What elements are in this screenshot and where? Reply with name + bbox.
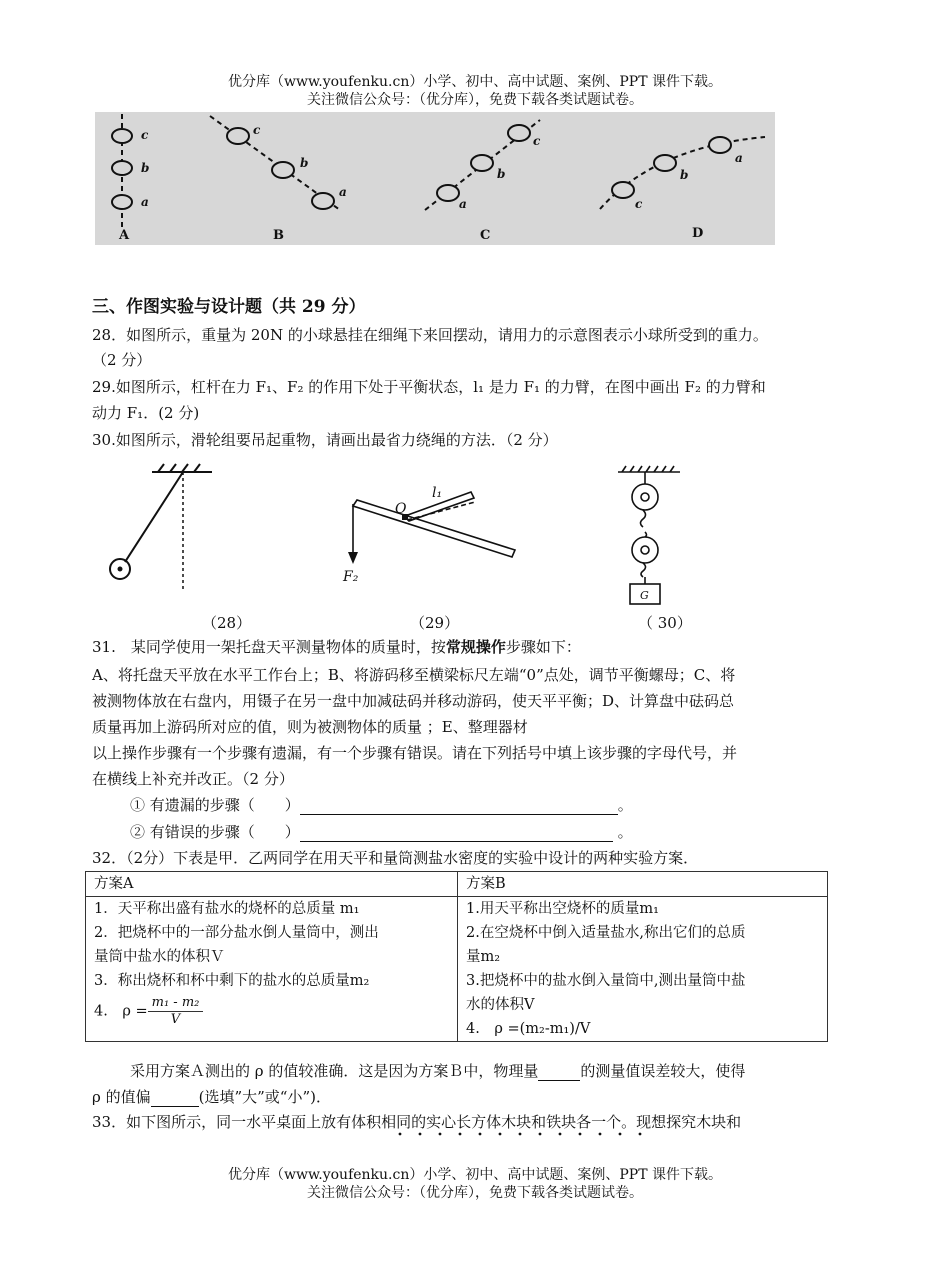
- density-formula: $\frac{\text{m₁ - m₂}}{V}$: [148, 995, 204, 1028]
- option-b-ball-c-label: c: [253, 123, 261, 137]
- answer-blank-4[interactable]: [151, 1090, 199, 1107]
- option-d-ball-b: [654, 155, 676, 171]
- option-a-ball-a: [112, 195, 132, 209]
- option-d-ball-c-label: c: [635, 197, 643, 211]
- option-b-ball-a-label: a: [339, 185, 347, 199]
- movable-pulley: [632, 537, 658, 563]
- weight-label: G: [640, 589, 649, 602]
- caption-28: （28）: [202, 614, 252, 632]
- option-d-ball-a: [709, 137, 731, 153]
- plan-b-header: 方案B: [458, 872, 828, 897]
- q32-after2: ρ 的值偏 (选填”大”或“小”)．: [92, 1088, 331, 1106]
- option-b-ball-b: [272, 162, 294, 178]
- option-d-ball-a-label: a: [735, 151, 743, 165]
- section-title: 三、作图实验与设计题（共 29 分）: [92, 297, 366, 317]
- answer-blank-1[interactable]: [300, 796, 618, 815]
- option-a-ball-a-label: a: [141, 195, 149, 209]
- lever-label-l1: l₁: [432, 485, 443, 501]
- q29-line2: 动力 F₁．(2 分): [92, 404, 200, 422]
- option-a-ball-c-label: c: [141, 128, 149, 142]
- options-figure: [95, 112, 775, 245]
- option-c-ball-a-label: a: [459, 197, 467, 211]
- option-c-ball-a: [437, 185, 459, 201]
- f2-arrowhead: [348, 552, 358, 564]
- option-label-b: B: [273, 228, 284, 243]
- q31-line5: 在横线上补充并改正。（2 分）: [92, 770, 294, 788]
- option-c-ball-c-label: c: [533, 134, 541, 148]
- answer-blank-3[interactable]: [538, 1064, 580, 1081]
- option-label-a: A: [119, 228, 130, 243]
- q31-line1: A、将托盘天平放在水平工作台上；B、将游码移至横梁标尺左端“0”点处，调节平衡螺母；C、将: [92, 666, 736, 684]
- plan-table: [85, 871, 828, 1042]
- q31-line3: 质量再加上游码所对应的值，则为被测物体的质量 ；E、整理器材: [92, 718, 528, 736]
- option-d-ball-b-label: b: [680, 168, 689, 182]
- option-b-ball-c: [227, 128, 249, 144]
- q32-after1: 采用方案Ａ测出的 ρ 的值较准确．这是因为方案Ｂ中，物理量 的测量值误差较大，使得: [130, 1062, 746, 1080]
- plan-a-header: 方案A: [86, 872, 458, 897]
- q30-line1: 30.如图所示，滑轮组要吊起重物，请画出最省力绕绳的方法．（2 分）: [92, 431, 558, 449]
- option-c-ball-b-label: b: [497, 167, 506, 181]
- option-a-ball-c: [112, 129, 132, 143]
- plan-a-steps: 1．天平称出盛有盐水的烧杯的总质量 m₁ 2．把烧杯中的一部分盐水倒人量筒中，测出 量筒中盐水的体积Ｖ 3．称出烧杯和杯中剩下的盐水的总质量m₂ 4. ρ = $\frac{\text{m₁ - m₂}}{V}$: [86, 897, 458, 1042]
- q31-line2: 被测物体放在右盘内，用镊子在另一盘中加减砝码并移动游码，使天平平衡；D、计算盘中砝码总: [92, 692, 735, 710]
- page-header-line1: 优分库（www.youfenku.cn）小学、初中、高中试题、案例、PPT 课件下载。: [227, 74, 722, 90]
- q29-line1: 29.如图所示，杠杆在力 F₁、F₂ 的作用下处于平衡状态，l₁ 是力 F₁ 的力臂，在图中画出 F₂ 的力臂和: [92, 378, 766, 396]
- lever-figure: [335, 480, 525, 590]
- q31-intro: 31. 某同学使用一架托盘天平测量物体的质量时，按常规操作步骤如下：: [92, 638, 581, 656]
- q31-blank2: ② 有错误的步骤（ ） 。: [130, 823, 633, 841]
- emphasis-dots: [395, 1131, 665, 1137]
- page-footer-line2: 关注微信公众号：（优分库），免费下载各类试题试卷。: [307, 1185, 643, 1201]
- option-c-ball-b: [471, 155, 493, 171]
- q33-line1: 33．如下图所示，同一水平桌面上放有体积相同的实心长方体木块和铁块各一个。现想探究木块和: [92, 1113, 742, 1131]
- caption-29: （29）: [410, 614, 460, 632]
- answer-blank-2[interactable]: [300, 823, 613, 842]
- q28-line1: 28．如图所示，重量为 20N 的小球悬挂在细绳下来回摆动，请用力的示意图表示小球所受到的重力。: [92, 326, 768, 344]
- q28-line2: （2 分）: [92, 351, 152, 369]
- option-b-ball-b-label: b: [300, 156, 309, 170]
- page-footer-line1: 优分库（www.youfenku.cn）小学、初中、高中试题、案例、PPT 课件下载。: [227, 1167, 722, 1183]
- lever-bar: [353, 500, 515, 557]
- pendulum-figure: [100, 462, 220, 602]
- pendulum-string: [125, 472, 183, 562]
- option-c-ball-c: [508, 125, 530, 141]
- caption-30: （ 30）: [638, 614, 692, 632]
- pulley-figure: [610, 462, 690, 610]
- fixed-pulley: [632, 484, 658, 510]
- q31-blank1: ① 有遗漏的步骤（ ） 。: [130, 796, 633, 814]
- lever-label-f2: F₂: [343, 569, 359, 585]
- q32-intro: 32．（2分）下表是甲．乙两同学在用天平和量筒测盐水密度的实验中设计的两种实验方案．: [92, 849, 699, 867]
- option-b-ball-a: [312, 193, 334, 209]
- option-label-d: D: [692, 226, 704, 241]
- q31-line4: 以上操作步骤有一个步骤有遗漏，有一个步骤有错误。请在下列括号中填上该步骤的字母代号，并: [92, 744, 738, 762]
- option-a-ball-b: [112, 161, 132, 175]
- option-a-ball-b-label: b: [141, 161, 150, 175]
- page-header-line2: 关注微信公众号：（优分库），免费下载各类试题试卷。: [307, 92, 643, 108]
- option-label-c: C: [480, 228, 491, 243]
- option-d-ball-c: [612, 182, 634, 198]
- lever-label-o: O: [395, 501, 407, 517]
- plan-b-steps: 1.用天平称出空烧杯的质量m₁ 2.在空烧杯中倒入适量盐水,称出它们的总质 量m₂ 3.把烧杯中的盐水倒入量筒中,测出量筒中盐 水的体积V 4. ρ =(m₂-m₁)/V: [458, 897, 828, 1042]
